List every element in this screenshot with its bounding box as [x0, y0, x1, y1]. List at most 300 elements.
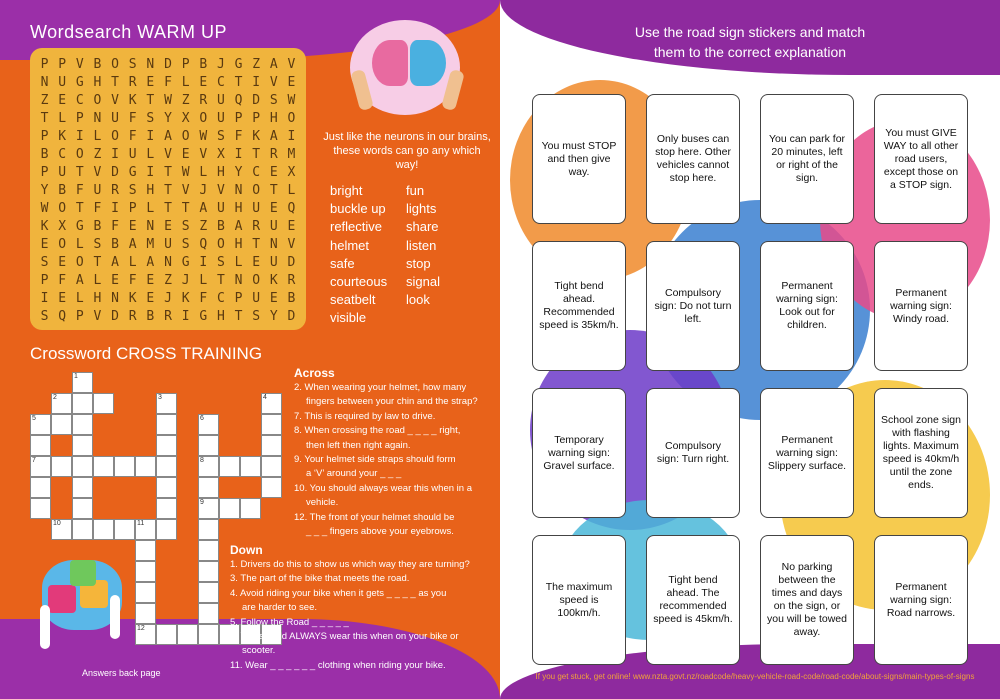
wordsearch-letter[interactable]: T — [234, 75, 243, 90]
crossword-cell[interactable] — [135, 519, 156, 540]
wordsearch-letter[interactable]: R — [199, 93, 208, 108]
crossword-cell[interactable] — [72, 498, 93, 519]
wordsearch-letter[interactable]: H — [269, 111, 278, 126]
wordsearch-letter[interactable]: D — [111, 165, 119, 180]
wordsearch-letter[interactable]: Z — [252, 57, 261, 72]
wordsearch-letter[interactable]: F — [164, 75, 172, 90]
crossword-cell[interactable] — [135, 456, 156, 477]
wordsearch-letter[interactable]: U — [111, 111, 119, 126]
crossword-cell[interactable] — [72, 393, 93, 414]
wordsearch-letter[interactable]: E — [252, 255, 261, 270]
sign-explanation-card[interactable]: Temporary warning sign: Gravel surface. — [532, 388, 626, 518]
crossword-cell[interactable] — [135, 561, 156, 582]
wordsearch-letter[interactable]: R — [164, 309, 172, 324]
wordsearch-letter[interactable]: J — [216, 57, 225, 72]
crossword-cell[interactable] — [198, 603, 219, 624]
wordsearch-letter[interactable]: P — [40, 165, 49, 180]
wordsearch-letter[interactable]: F — [58, 273, 67, 288]
crossword-cell[interactable] — [261, 435, 282, 456]
wordsearch-letter[interactable]: U — [128, 147, 137, 162]
crossword-cell[interactable] — [198, 624, 219, 645]
wordsearch-letter[interactable]: F — [199, 291, 208, 306]
help-link[interactable]: If you get stuck, get online! www.nzta.govt.nz/roadcode/heavy-vehicle-road-code/road-code/about-signs/main-types-of-signs — [535, 672, 975, 681]
sign-explanation-card[interactable]: The maximum speed is 100km/h. — [532, 535, 626, 665]
wordsearch-letter[interactable]: L — [58, 111, 67, 126]
wordsearch-letter[interactable]: K — [181, 291, 190, 306]
wordsearch-letter[interactable]: B — [216, 219, 225, 234]
wordsearch-letter[interactable]: X — [216, 147, 225, 162]
wordsearch-letter[interactable]: G — [75, 219, 84, 234]
sign-explanation-card[interactable]: Tight bend ahead. The recommended speed is 45km/h. — [646, 535, 740, 665]
sign-explanation-card[interactable]: Permanent warning sign: Road narrows. — [874, 535, 968, 665]
wordsearch-letter[interactable]: I — [199, 255, 208, 270]
crossword-cell[interactable] — [156, 519, 177, 540]
crossword-cell[interactable] — [198, 435, 219, 456]
crossword-cell[interactable] — [240, 498, 261, 519]
sign-explanation-card[interactable]: Permanent warning sign: Windy road. — [874, 241, 968, 371]
wordsearch-letter[interactable]: D — [252, 93, 261, 108]
wordsearch-letter[interactable]: O — [111, 129, 119, 144]
crossword-cell[interactable] — [261, 456, 282, 477]
crossword-cell[interactable] — [93, 456, 114, 477]
wordsearch-letter[interactable]: E — [146, 291, 155, 306]
crossword-cell[interactable] — [198, 519, 219, 540]
wordsearch-letter[interactable]: N — [111, 291, 119, 306]
wordsearch-letter[interactable]: B — [199, 57, 208, 72]
wordsearch-letter[interactable]: N — [164, 255, 172, 270]
wordsearch-letter[interactable]: V — [269, 75, 278, 90]
wordsearch-letter[interactable]: G — [199, 309, 208, 324]
wordsearch-letter[interactable]: G — [75, 75, 84, 90]
crossword-cell[interactable] — [135, 582, 156, 603]
crossword-cell[interactable] — [156, 498, 177, 519]
sign-explanation-card[interactable]: Only buses can stop here. Other vehicles cannot stop here. — [646, 94, 740, 224]
wordsearch-letter[interactable]: Y — [164, 111, 172, 126]
wordsearch-letter[interactable]: J — [164, 291, 172, 306]
crossword-cell[interactable] — [72, 435, 93, 456]
sign-explanation-card[interactable]: Compulsory sign: Do not turn left. — [646, 241, 740, 371]
crossword-cell[interactable] — [156, 456, 177, 477]
wordsearch-letter[interactable]: L — [93, 273, 102, 288]
wordsearch-letter[interactable]: A — [164, 129, 172, 144]
crossword-cell[interactable] — [30, 414, 51, 435]
crossword-cell[interactable] — [72, 456, 93, 477]
wordsearch-letter[interactable]: L — [93, 129, 102, 144]
wordsearch-letter[interactable]: T — [40, 111, 49, 126]
wordsearch-letter[interactable]: S — [252, 309, 261, 324]
wordsearch-letter[interactable]: U — [216, 201, 225, 216]
wordsearch-letter[interactable]: L — [199, 165, 208, 180]
wordsearch-letter[interactable]: H — [93, 75, 102, 90]
wordsearch-letter[interactable]: V — [199, 147, 208, 162]
crossword-cell[interactable] — [93, 393, 114, 414]
wordsearch-letter[interactable]: G — [181, 255, 190, 270]
wordsearch-letter[interactable]: E — [128, 219, 137, 234]
wordsearch-letter[interactable]: L — [128, 255, 137, 270]
wordsearch-letter[interactable]: A — [146, 255, 155, 270]
sign-explanation-card[interactable]: You must STOP and then give way. — [532, 94, 626, 224]
crossword-cell[interactable] — [114, 519, 135, 540]
wordsearch-letter[interactable]: K — [58, 129, 67, 144]
crossword-cell[interactable] — [261, 477, 282, 498]
wordsearch-letter[interactable]: U — [252, 291, 261, 306]
wordsearch-letter[interactable]: O — [252, 273, 261, 288]
wordsearch-letter[interactable]: E — [269, 201, 278, 216]
crossword-cell[interactable] — [51, 414, 72, 435]
crossword-cell[interactable] — [51, 519, 72, 540]
wordsearch-letter[interactable]: R — [128, 309, 137, 324]
wordsearch-letter[interactable]: I — [287, 129, 296, 144]
wordsearch-letter[interactable]: E — [58, 291, 67, 306]
wordsearch-letter[interactable]: I — [181, 309, 190, 324]
wordsearch-letter[interactable]: Z — [93, 147, 102, 162]
wordsearch-letter[interactable]: E — [269, 165, 278, 180]
wordsearch-letter[interactable]: W — [181, 165, 190, 180]
wordsearch-letter[interactable]: T — [269, 183, 278, 198]
wordsearch-letter[interactable]: D — [287, 255, 296, 270]
wordsearch-letter[interactable]: O — [58, 201, 67, 216]
wordsearch-letter[interactable]: V — [93, 309, 102, 324]
crossword-cell[interactable] — [72, 414, 93, 435]
wordsearch-letter[interactable]: C — [75, 93, 84, 108]
wordsearch-letter[interactable]: T — [111, 75, 119, 90]
wordsearch-letter[interactable]: L — [75, 237, 84, 252]
wordsearch-letter[interactable]: T — [216, 273, 225, 288]
wordsearch-letter[interactable]: N — [234, 183, 243, 198]
wordsearch-letter[interactable]: B — [111, 237, 119, 252]
wordsearch-letter[interactable]: A — [199, 201, 208, 216]
wordsearch-letter[interactable]: U — [216, 111, 225, 126]
wordsearch-letter[interactable]: C — [58, 147, 67, 162]
wordsearch-letter[interactable]: M — [146, 237, 155, 252]
wordsearch-letter[interactable]: K — [128, 291, 137, 306]
crossword-cell[interactable] — [114, 456, 135, 477]
wordsearch-letter[interactable]: V — [287, 57, 296, 72]
wordsearch-letter[interactable]: O — [216, 237, 225, 252]
wordsearch-letter[interactable]: A — [234, 219, 243, 234]
wordsearch-letter[interactable]: E — [146, 273, 155, 288]
wordsearch-letter[interactable]: E — [58, 93, 67, 108]
wordsearch-letter[interactable]: C — [216, 75, 225, 90]
wordsearch-letter[interactable]: C — [252, 165, 261, 180]
wordsearch-letter[interactable]: T — [146, 93, 155, 108]
sign-explanation-card[interactable]: Compulsory sign: Turn right. — [646, 388, 740, 518]
wordsearch-letter[interactable]: W — [164, 93, 172, 108]
crossword-cell[interactable] — [72, 372, 93, 393]
wordsearch-letter[interactable]: N — [146, 57, 155, 72]
crossword-cell[interactable] — [156, 477, 177, 498]
wordsearch-letter[interactable]: G — [128, 165, 137, 180]
wordsearch-letter[interactable]: O — [199, 111, 208, 126]
wordsearch-letter[interactable]: T — [75, 165, 84, 180]
wordsearch-letter[interactable]: O — [58, 237, 67, 252]
wordsearch-letter[interactable]: Z — [40, 93, 49, 108]
wordsearch-letter[interactable]: H — [234, 201, 243, 216]
wordsearch-letter[interactable]: S — [40, 309, 49, 324]
crossword-cell[interactable] — [156, 435, 177, 456]
wordsearch-letter[interactable]: P — [40, 57, 49, 72]
crossword-cell[interactable] — [261, 414, 282, 435]
wordsearch-letter[interactable]: E — [269, 291, 278, 306]
wordsearch-letter[interactable]: E — [164, 219, 172, 234]
wordsearch-letter[interactable]: N — [234, 273, 243, 288]
wordsearch-letter[interactable]: Y — [269, 309, 278, 324]
wordsearch-letter[interactable]: T — [93, 255, 102, 270]
wordsearch-letter[interactable]: U — [269, 219, 278, 234]
wordsearch-letter[interactable]: S — [269, 93, 278, 108]
wordsearch-letter[interactable]: T — [181, 201, 190, 216]
wordsearch-letter[interactable]: P — [234, 291, 243, 306]
wordsearch-letter[interactable]: F — [75, 183, 84, 198]
sign-explanation-card[interactable]: You can park for 20 minutes, left or right of the sign. — [760, 94, 854, 224]
wordsearch-letter[interactable]: S — [146, 111, 155, 126]
sign-explanation-card[interactable]: Permanent warning sign: Slippery surface. — [760, 388, 854, 518]
wordsearch-letter[interactable]: V — [216, 183, 225, 198]
wordsearch-letter[interactable]: L — [287, 183, 296, 198]
wordsearch-letter[interactable]: P — [40, 129, 49, 144]
wordsearch-letter[interactable]: E — [111, 273, 119, 288]
crossword-cell[interactable] — [156, 624, 177, 645]
wordsearch-letter[interactable]: N — [40, 75, 49, 90]
wordsearch-letter[interactable]: N — [146, 219, 155, 234]
crossword-cell[interactable] — [72, 477, 93, 498]
wordsearch-letter[interactable]: O — [111, 57, 119, 72]
wordsearch-letter[interactable]: W — [40, 201, 49, 216]
wordsearch-letter[interactable]: L — [146, 147, 155, 162]
sign-explanation-card[interactable]: Permanent warning sign: Look out for children. — [760, 241, 854, 371]
wordsearch-letter[interactable]: S — [93, 237, 102, 252]
wordsearch-letter[interactable]: U — [58, 75, 67, 90]
wordsearch-letter[interactable]: O — [181, 129, 190, 144]
wordsearch-letter[interactable]: X — [58, 219, 67, 234]
wordsearch-letter[interactable]: R — [128, 75, 137, 90]
wordsearch-letter[interactable]: V — [164, 147, 172, 162]
wordsearch-letter[interactable]: S — [128, 183, 137, 198]
crossword-cell[interactable] — [240, 456, 261, 477]
wordsearch-letter[interactable]: H — [234, 237, 243, 252]
wordsearch-letter[interactable]: I — [111, 147, 119, 162]
crossword-cell[interactable] — [30, 498, 51, 519]
wordsearch-letter[interactable]: A — [111, 255, 119, 270]
wordsearch-letter[interactable]: E — [287, 219, 296, 234]
wordsearch-letter[interactable]: S — [181, 219, 190, 234]
wordsearch-letter[interactable]: U — [58, 165, 67, 180]
wordsearch-letter[interactable]: T — [252, 147, 261, 162]
wordsearch-letter[interactable]: V — [75, 57, 84, 72]
wordsearch-letter[interactable]: S — [40, 255, 49, 270]
wordsearch-letter[interactable]: N — [269, 237, 278, 252]
wordsearch-letter[interactable]: T — [252, 237, 261, 252]
wordsearch-letter[interactable]: O — [75, 147, 84, 162]
wordsearch-letter[interactable]: I — [40, 291, 49, 306]
wordsearch-letter[interactable]: V — [287, 237, 296, 252]
wordsearch-letter[interactable]: U — [216, 93, 225, 108]
wordsearch-letter[interactable]: Z — [164, 273, 172, 288]
wordsearch-letter[interactable]: K — [128, 93, 137, 108]
wordsearch-letter[interactable]: R — [287, 273, 296, 288]
wordsearch-letter[interactable]: B — [93, 219, 102, 234]
wordsearch-letter[interactable]: Q — [287, 201, 296, 216]
crossword-cell[interactable] — [93, 519, 114, 540]
wordsearch-letter[interactable]: U — [269, 255, 278, 270]
wordsearch-letter[interactable]: M — [287, 147, 296, 162]
sign-explanation-card[interactable]: You must GIVE WAY to all other road users, except those on a STOP sign. — [874, 94, 968, 224]
wordsearch-letter[interactable]: O — [75, 255, 84, 270]
wordsearch-letter[interactable]: V — [93, 165, 102, 180]
crossword-cell[interactable] — [51, 393, 72, 414]
wordsearch-letter[interactable]: L — [199, 273, 208, 288]
sign-explanation-card[interactable]: School zone sign with flashing lights. Maximum speed is 40km/h until the zone ends. — [874, 388, 968, 518]
crossword-cell[interactable] — [198, 477, 219, 498]
crossword-cell[interactable] — [30, 435, 51, 456]
wordsearch-letter[interactable]: Q — [199, 237, 208, 252]
wordsearch-letter[interactable]: O — [93, 93, 102, 108]
wordsearch-letter[interactable]: Z — [181, 93, 190, 108]
wordsearch-letter[interactable]: Q — [234, 93, 243, 108]
wordsearch-letter[interactable]: Q — [58, 309, 67, 324]
crossword-cell[interactable] — [135, 624, 156, 645]
wordsearch-letter[interactable]: O — [287, 111, 296, 126]
wordsearch-letter[interactable]: V — [111, 93, 119, 108]
wordsearch-letter[interactable]: L — [75, 291, 84, 306]
crossword-cell[interactable] — [261, 393, 282, 414]
crossword-cell[interactable] — [135, 540, 156, 561]
crossword-cell[interactable] — [135, 603, 156, 624]
wordsearch-letter[interactable]: Y — [234, 165, 243, 180]
crossword-cell[interactable] — [156, 414, 177, 435]
wordsearch-letter[interactable]: Y — [40, 183, 49, 198]
wordsearch-letter[interactable]: D — [164, 57, 172, 72]
wordsearch-letter[interactable]: J — [199, 183, 208, 198]
crossword-cell[interactable] — [219, 456, 240, 477]
wordsearch-letter[interactable]: B — [40, 147, 49, 162]
wordsearch-letter[interactable]: T — [234, 309, 243, 324]
wordsearch-letter[interactable]: L — [146, 201, 155, 216]
sign-explanation-card[interactable]: Tight bend ahead. Recommended speed is 35km/h. — [532, 241, 626, 371]
wordsearch-letter[interactable]: B — [287, 291, 296, 306]
wordsearch-letter[interactable]: P — [181, 57, 190, 72]
wordsearch-letter[interactable]: H — [93, 291, 102, 306]
crossword-cell[interactable] — [198, 498, 219, 519]
crossword-cell[interactable] — [72, 519, 93, 540]
wordsearch-letter[interactable]: D — [111, 309, 119, 324]
wordsearch-letter[interactable]: P — [75, 111, 84, 126]
crossword-cell[interactable] — [156, 393, 177, 414]
wordsearch-letter[interactable]: I — [146, 129, 155, 144]
wordsearch-letter[interactable]: V — [181, 183, 190, 198]
wordsearch-letter[interactable]: K — [252, 129, 261, 144]
wordsearch-letter[interactable]: E — [199, 75, 208, 90]
wordsearch-letter[interactable]: T — [75, 201, 84, 216]
wordsearch-letter[interactable]: Z — [199, 219, 208, 234]
wordsearch-letter[interactable]: E — [58, 255, 67, 270]
wordsearch-letter[interactable]: T — [164, 201, 172, 216]
wordsearch-letter[interactable]: P — [234, 111, 243, 126]
wordsearch-letter[interactable]: I — [234, 147, 243, 162]
crossword-cell[interactable] — [198, 414, 219, 435]
wordsearch-letter[interactable]: N — [93, 111, 102, 126]
wordsearch-letter[interactable]: F — [93, 201, 102, 216]
wordsearch-letter[interactable]: U — [252, 201, 261, 216]
wordsearch-letter[interactable]: P — [58, 57, 67, 72]
crossword-cell[interactable] — [30, 477, 51, 498]
wordsearch-letter[interactable]: H — [216, 165, 225, 180]
crossword-cell[interactable] — [198, 582, 219, 603]
wordsearch-letter[interactable]: F — [128, 273, 137, 288]
wordsearch-letter[interactable]: R — [252, 219, 261, 234]
wordsearch-letter[interactable]: I — [75, 129, 84, 144]
wordsearch-letter[interactable]: B — [146, 309, 155, 324]
wordsearch-letter[interactable]: O — [252, 183, 261, 198]
wordsearch-letter[interactable]: X — [181, 111, 190, 126]
crossword-cell[interactable] — [198, 540, 219, 561]
wordsearch-letter[interactable]: P — [75, 309, 84, 324]
wordsearch-letter[interactable]: K — [40, 219, 49, 234]
wordsearch-letter[interactable]: D — [287, 309, 296, 324]
wordsearch-letter[interactable]: A — [269, 129, 278, 144]
wordsearch-letter[interactable]: E — [181, 147, 190, 162]
wordsearch-letter[interactable]: S — [216, 129, 225, 144]
wordsearch-letter[interactable]: P — [252, 111, 261, 126]
wordsearch-letter[interactable]: F — [128, 129, 137, 144]
crossword-cell[interactable] — [198, 456, 219, 477]
wordsearch-letter[interactable]: A — [128, 237, 137, 252]
wordsearch-letter[interactable]: F — [128, 111, 137, 126]
wordsearch-letter[interactable]: B — [58, 183, 67, 198]
wordsearch-letter[interactable]: S — [128, 57, 137, 72]
wordsearch-letter[interactable]: S — [181, 237, 190, 252]
wordsearch-letter[interactable]: T — [164, 183, 172, 198]
wordsearch-letter[interactable]: H — [216, 309, 225, 324]
wordsearch-letter[interactable]: S — [216, 255, 225, 270]
wordsearch-letter[interactable]: J — [181, 273, 190, 288]
wordsearch-letter[interactable]: C — [216, 291, 225, 306]
wordsearch-letter[interactable]: U — [164, 237, 172, 252]
wordsearch-letter[interactable]: I — [146, 165, 155, 180]
wordsearch-letter[interactable]: A — [269, 57, 278, 72]
wordsearch-letter[interactable]: F — [111, 219, 119, 234]
wordsearch-letter[interactable]: L — [234, 255, 243, 270]
wordsearch-letter[interactable]: T — [164, 165, 172, 180]
crossword-cell[interactable] — [219, 498, 240, 519]
wordsearch-letter[interactable]: E — [287, 75, 296, 90]
sign-explanation-card[interactable]: No parking between the times and days on the sign, or you will be towed away. — [760, 535, 854, 665]
wordsearch-letter[interactable]: P — [128, 201, 137, 216]
crossword-cell[interactable] — [30, 456, 51, 477]
wordsearch-letter[interactable]: P — [40, 273, 49, 288]
wordsearch-letter[interactable]: B — [93, 57, 102, 72]
wordsearch-letter[interactable]: W — [199, 129, 208, 144]
crossword-cell[interactable] — [51, 456, 72, 477]
crossword-cell[interactable] — [177, 624, 198, 645]
wordsearch-letter[interactable]: W — [287, 93, 296, 108]
wordsearch-letter[interactable]: I — [111, 201, 119, 216]
wordsearch-letter[interactable]: H — [146, 183, 155, 198]
wordsearch-letter[interactable]: R — [111, 183, 119, 198]
wordsearch-letter[interactable]: E — [40, 237, 49, 252]
wordsearch-letter[interactable]: G — [234, 57, 243, 72]
wordsearch-letter[interactable]: A — [75, 273, 84, 288]
wordsearch-letter[interactable]: I — [252, 75, 261, 90]
wordsearch-letter[interactable]: R — [269, 147, 278, 162]
crossword-cell[interactable] — [198, 561, 219, 582]
wordsearch-letter[interactable]: X — [287, 165, 296, 180]
wordsearch-letter[interactable]: E — [146, 75, 155, 90]
wordsearch-letter[interactable]: F — [234, 129, 243, 144]
wordsearch-letter[interactable]: L — [181, 75, 190, 90]
wordsearch-letter[interactable]: U — [93, 183, 102, 198]
wordsearch-letter[interactable]: K — [269, 273, 278, 288]
